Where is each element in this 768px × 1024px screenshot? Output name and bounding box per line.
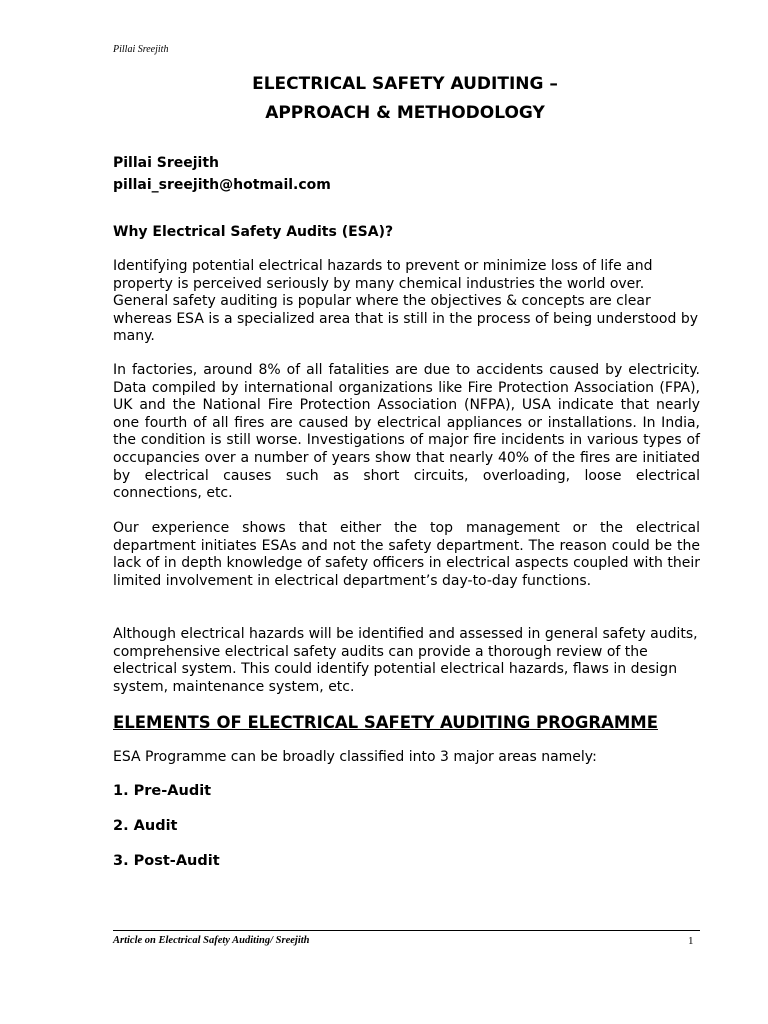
paragraph-2: In factories, around 8% of all fatalities are due to accidents caused by electricity. Data compiled by international organizations like Fire Protection Association (FPA), UK and the National Fire Protection Association (NFPA), USA indicate that nearly one fourth of all fires are caused by electrical appliances or installations. In India, the condition is still worse. Investigations of major fire incidents in various types of occupancies over a number of years show that nearly 40% of the fires are initiated by electrical causes such as short circuits, overloading, loose electrical connections, etc. [113, 362, 700, 502]
section-heading-why-esa: Why Electrical Safety Audits (ESA)? [113, 224, 394, 240]
document-title [113, 70, 697, 128]
footer-text: Article on Electrical Safety Auditing/ Sreejith [113, 935, 310, 946]
programme-intro: ESA Programme can be broadly classified into 3 major areas namely: [113, 749, 597, 765]
paragraph-3: Our experience shows that either the top management or the electrical department initiates ESAs and not the safety department. The reason could be the lack of in depth knowledge of safety officers in electrical aspects coupled with their limited involvement in electrical department’s day-to-day functions. [113, 520, 700, 589]
list-item-pre-audit: 1. Pre-Audit [113, 783, 212, 799]
paragraph-4: Although electrical hazards will be identified and assessed in general safety audits, comprehensive electrical safety audits can provide a thorough review of the electrical system. This could identify potential electrical hazards, flaws in design system, maintenance system, etc. [113, 626, 698, 695]
list-item-audit: 2. Audit [113, 818, 178, 834]
page-number: 1 [688, 935, 694, 947]
author-name: Pillai Sreejith [113, 155, 220, 171]
author-email: pillai_sreejith@hotmail.com [113, 177, 331, 193]
footer-divider [113, 930, 700, 931]
title-line-1: ELECTRICAL SAFETY AUDITING – [252, 74, 558, 94]
author-block [113, 152, 331, 196]
title-line-2: APPROACH & METHODOLOGY [265, 103, 545, 123]
list-item-post-audit: 3. Post-Audit [113, 853, 220, 869]
paragraph-1: Identifying potential electrical hazards to prevent or minimize loss of life and property is perceived seriously by many chemical industries the world over. General safety auditing is popular where the objectives & concepts are clear whereas ESA is a specialized area that is still in the process of being understood by many. [113, 258, 698, 345]
section-heading-elements: ELEMENTS OF ELECTRICAL SAFETY AUDITING PROGRAMME [113, 713, 658, 732]
running-header: Pillai Sreejith [113, 44, 169, 55]
